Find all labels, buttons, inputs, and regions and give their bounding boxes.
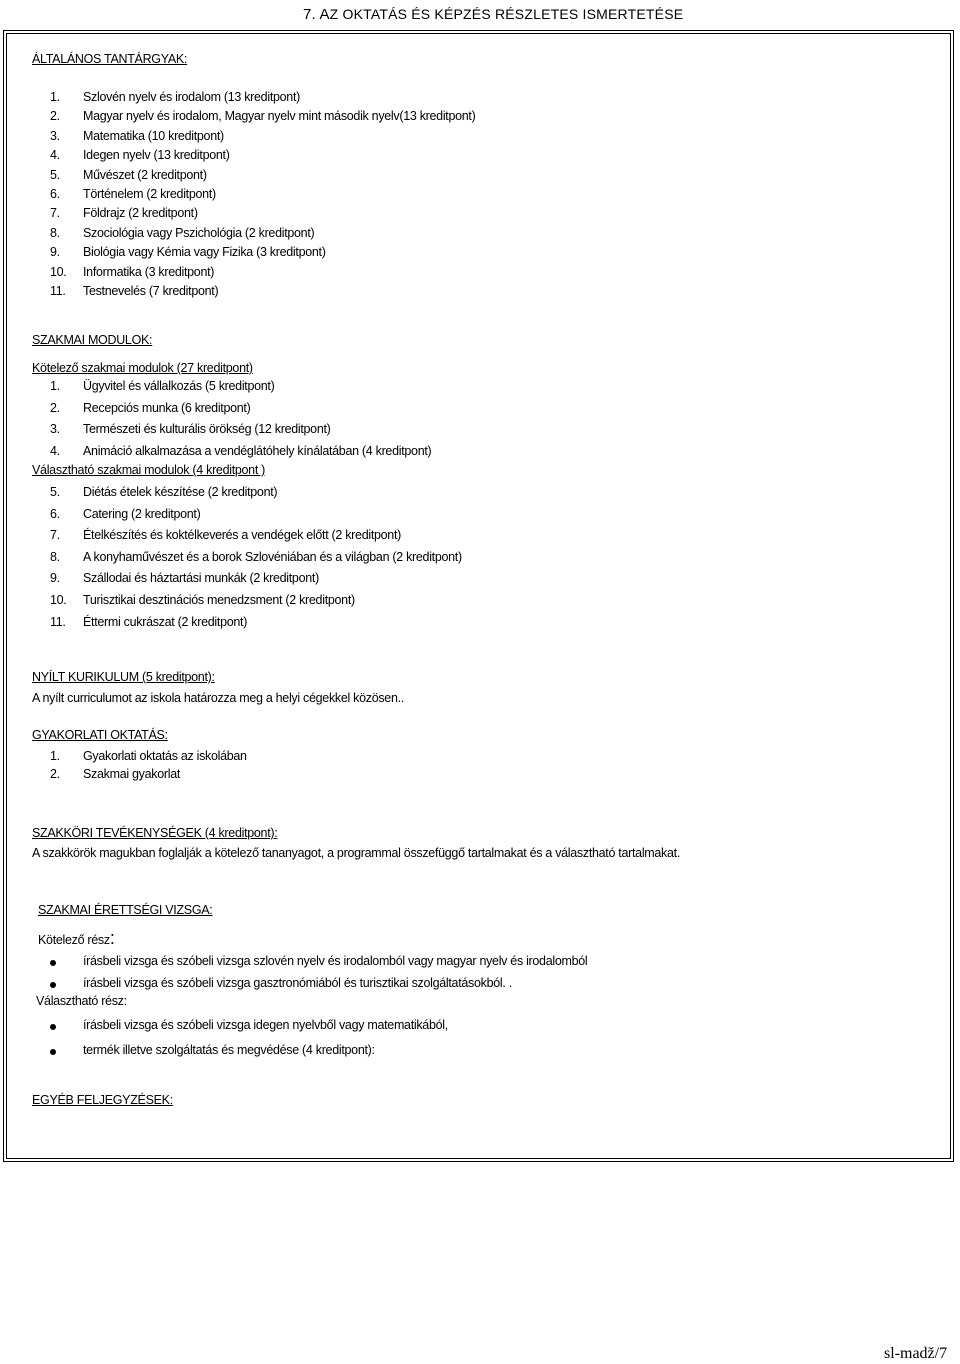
item-number: 4. [50,148,60,163]
item-number: 1. [50,379,60,393]
list-item-text: Matematika (10 kreditpont) [83,128,224,143]
list-item-text: Földrajz (2 kreditpont) [83,206,198,221]
list-item-text: Gyakorlati oktatás az iskolában [83,749,247,763]
bullet-item-text: írásbeli vizsga és szóbeli vizsga szlovén nyelv és irodalomból vagy magyar nyelv és irodalomból [83,954,588,968]
list-item-text: Animáció alkalmazása a vendéglátóhely kínálatában (4 kreditpont) [83,443,432,458]
practical-title: GYAKORLATI OKTATÁS: [32,728,168,742]
list-item-text: Biológia vagy Kémia vagy Fizika (3 kreditpont) [83,245,326,260]
list-item-text: A konyhaművészet és a borok Szlovéniában és a világban (2 kreditpont) [83,549,462,564]
exam-mandatory-colon: : [109,928,115,948]
bullet-item-text: termék illetve szolgáltatás és megvédése (4 kreditpont): [83,1043,375,1057]
item-number: 6. [50,187,60,201]
item-number: 6. [50,506,60,521]
bullet-icon [50,1049,56,1055]
list-item-text: Testnevelés (7 kreditpont) [83,284,219,298]
list-item-text: Informatika (3 kreditpont) [83,264,215,279]
item-number: 11. [50,284,66,298]
item-number: 9. [50,245,60,260]
list-item-text: Szlovén nyelv és irodalom (13 kreditpont) [83,90,300,104]
open-curriculum-title: NYÍLT KURIKULUM (5 kreditpont): [32,670,215,684]
exam-mandatory-label [38,928,115,949]
elective-modules-title: Választható szakmai modulok (4 kreditpont ) [32,463,266,477]
list-item-text: Történelem (2 kreditpont) [83,187,216,201]
page-footer: sl-madž/7 [884,1345,948,1362]
heading-rest: Z OKTATÁS ÉS KÉPZÉS RÉSZLETES ISMERTETÉSE [329,6,684,22]
item-number: 8. [50,225,60,240]
list-item-text: Turisztikai desztinációs menedzsment (2 kreditpont) [83,593,355,607]
page-heading [303,6,683,23]
exam-mandatory-label-text: Kötelező rész [38,933,110,947]
list-item-text: Éttermi cukrászat (2 kreditpont) [83,614,248,629]
bullet-icon [50,1024,56,1030]
list-item-text: Művészet (2 kreditpont) [83,167,207,182]
bullet-icon [50,960,56,966]
item-number: 2. [50,400,60,415]
item-number: 2. [50,109,60,124]
open-curriculum-text: A nyílt curriculumot az iskola határozza meg a helyi cégekkel közösen.. [32,691,404,705]
item-number: 2. [50,767,60,781]
list-item-text: Idegen nyelv (13 kreditpont) [83,148,230,163]
mandatory-modules-title: Kötelező szakmai modulok (27 kreditpont) [32,361,253,375]
item-number: 9. [50,571,60,586]
clubs-text: A szakkörök magukban foglalják a kötelező tananyagot, a programmal összefüggő tartalmakat és a választható tartalmakat. [32,846,681,860]
item-number: 1. [50,749,60,763]
item-number: 3. [50,422,60,436]
item-number: 5. [50,167,60,182]
item-number: 8. [50,549,60,564]
exam-elective-label: Választható rész: [36,994,127,1008]
item-number: 10. [50,264,67,279]
other-notes-title: EGYÉB FELJEGYZÉSEK: [32,1093,173,1107]
list-item-text: Recepciós munka (6 kreditpont) [83,400,251,415]
list-item-text: Catering (2 kreditpont) [83,506,201,521]
heading-initial: 7. A [303,6,330,23]
item-number: 7. [50,206,60,221]
item-number: 7. [50,528,60,543]
list-item-text: Természeti és kulturális örökség (12 kreditpont) [83,422,331,436]
item-number: 5. [50,485,60,499]
general-subjects-title: ÁLTALÁNOS TANTÁRGYAK: [32,52,188,66]
item-number: 4. [50,443,60,458]
list-item-text: Szociológia vagy Pszichológia (2 kreditpont) [83,225,315,240]
list-item-text: Szakmai gyakorlat [83,767,181,781]
list-item-text: Ügyvitel és vállalkozás (5 kreditpont) [83,379,275,393]
list-item-text: Diétás ételek készítése (2 kreditpont) [83,485,278,499]
item-number: 11. [50,614,66,629]
clubs-title: SZAKKÖRI TEVÉKENYSÉGEK (4 kreditpont): [32,826,278,840]
item-number: 3. [50,128,60,143]
bullet-item-text: írásbeli vizsga és szóbeli vizsga idegen nyelvből vagy matematikából, [83,1018,448,1032]
modules-title: SZAKMAI MODULOK: [32,333,153,347]
list-item-text: Szállodai és háztartási munkák (2 kreditpont) [83,571,319,586]
bullet-icon [50,982,56,988]
list-item-text: Magyar nyelv és irodalom, Magyar nyelv mint második nyelv(13 kreditpont) [83,109,476,124]
exam-title: SZAKMAI ÉRETTSÉGI VIZSGA: [38,903,213,917]
item-number: 1. [50,90,60,104]
bullet-item-text: írásbeli vizsga és szóbeli vizsga gasztronómiából és turisztikai szolgáltatásokból. . [83,976,512,990]
item-number: 10. [50,593,67,607]
list-item-text: Ételkészítés és koktélkeverés a vendégek előtt (2 kreditpont) [83,528,401,543]
